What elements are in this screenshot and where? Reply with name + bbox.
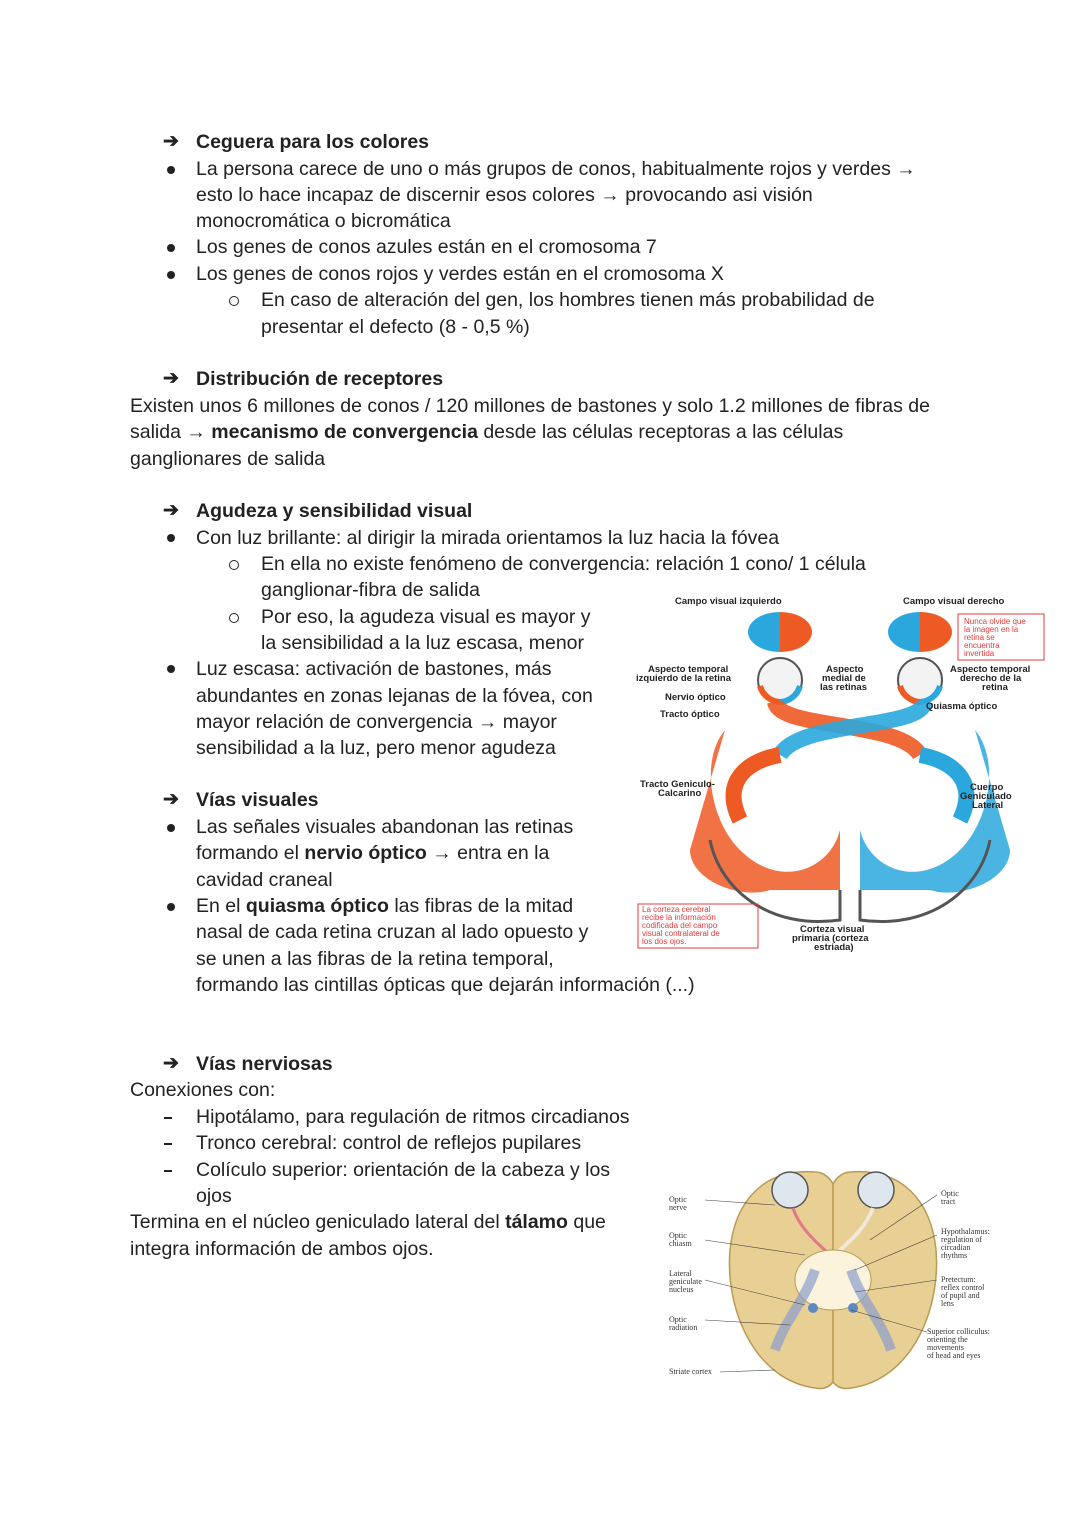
body-text: En ella no existe fenómeno de convergencia: relación 1 cono/ 1 célula <box>261 553 866 575</box>
section-heading: Ceguera para los colores <box>196 131 430 153</box>
body-text: Hipotálamo, para regulación de ritmos circadianos <box>196 1106 630 1128</box>
bullet <box>167 903 175 911</box>
body-text: ganglionares de salida <box>130 448 326 470</box>
bullet <box>167 665 175 673</box>
sub-bullet <box>229 296 239 306</box>
fig-label: Superior colliculus: <box>927 1327 990 1336</box>
bullet <box>167 824 175 832</box>
fig-label: Quiasma óptico <box>926 701 998 712</box>
fig-label: izquierdo de la retina <box>636 673 732 684</box>
left-eyeball <box>772 1172 808 1208</box>
body-text: salida → mecanismo de convergencia desde las células receptoras a las células <box>130 421 844 443</box>
heading-arrow: ➔ <box>163 1053 179 1074</box>
body-text: ojos <box>196 1185 232 1207</box>
body-text: En caso de alteración del gen, los hombres tienen más probabilidad de <box>261 289 875 311</box>
body-text: mayor relación de convergencia → mayor <box>196 711 557 733</box>
fig-label: Nervio óptico <box>665 692 726 703</box>
fig-label: las retinas <box>820 682 867 693</box>
note-text: Nunca olvide que <box>964 617 1026 626</box>
right-eyeball <box>858 1172 894 1208</box>
fig-label: nucleus <box>669 1285 694 1294</box>
fig-label: Hypothalamus: <box>941 1227 990 1236</box>
fig-label: geniculate <box>669 1277 702 1286</box>
dash-bullet <box>164 1143 172 1145</box>
sub-bullet <box>229 613 239 623</box>
body-text: formando el nervio óptico → entra en la <box>196 842 550 864</box>
note-text: invertida <box>964 649 995 658</box>
fig-label: nerve <box>669 1203 687 1212</box>
note-text: encuentra <box>964 641 1000 650</box>
fig-label: primaria (corteza <box>792 933 869 944</box>
fig-label: regulation of <box>941 1235 983 1244</box>
body-text: ganglionar-fibra de salida <box>261 579 480 601</box>
fig-label: reflex control <box>941 1283 985 1292</box>
fig-label: Corteza visual <box>800 924 865 935</box>
fig-label: radiation <box>669 1323 698 1332</box>
body-text: Las señales visuales abandonan las retinas <box>196 816 574 838</box>
fig-label: retina <box>982 682 1008 693</box>
fig-label: of head and eyes <box>927 1351 981 1360</box>
body-text: Los genes de conos azules están en el cromosoma 7 <box>196 236 657 258</box>
heading-arrow: ➔ <box>163 789 179 810</box>
note-text: la imagen en la <box>964 625 1019 634</box>
body-text: esto lo hace incapaz de discernir esos colores → provocando asi visión <box>196 184 813 206</box>
body-text: Existen unos 6 millones de conos / 120 millones de bastones y solo 1.2 millones de fibras de <box>130 395 930 417</box>
fig-label: tract <box>941 1197 956 1206</box>
fig-label: Striate cortex <box>669 1367 712 1376</box>
fig-label: medial de <box>822 673 866 684</box>
body-text: Colículo superior: orientación de la cabeza y los <box>196 1159 611 1181</box>
fig-label: Pretectum: <box>941 1275 976 1284</box>
body-text: nasal de cada retina cruzan al lado opuesto y <box>196 921 589 943</box>
sub-bullet <box>229 560 239 570</box>
note-text: recibe la información <box>642 913 716 922</box>
body-text: Luz escasa: activación de bastones, más <box>196 658 552 680</box>
fig-label: rhythms <box>941 1251 968 1260</box>
body-text: En el quiasma óptico las fibras de la mitad <box>196 895 574 917</box>
fig-label: derecho de la <box>960 673 1022 684</box>
body-text: Conexiones con: <box>130 1079 276 1101</box>
fig-label: Optic <box>669 1195 687 1204</box>
body-text: abundantes en zonas lejanas de la fóvea, con <box>196 685 593 707</box>
fig-label: Aspecto temporal <box>648 664 729 675</box>
fig-label: Campo visual derecho <box>903 596 1005 607</box>
fig-label: Geniculado <box>960 791 1012 802</box>
visual-pathway-diagram <box>630 590 1050 970</box>
fig-label: Optic <box>669 1315 687 1324</box>
body-text: formando las cintillas ópticas que dejarán información (...) <box>196 974 695 996</box>
section-heading: Vías nerviosas <box>196 1053 333 1075</box>
body-text: Termina en el núcleo geniculado lateral del tálamo que <box>130 1211 606 1233</box>
note-text: La corteza cerebral <box>642 905 711 914</box>
bullet <box>167 244 175 252</box>
fig-label: Optic <box>941 1189 959 1198</box>
section-heading: Distribución de receptores <box>196 368 444 390</box>
fig-label: Tracto Geniculo- <box>640 779 715 790</box>
dash-bullet <box>164 1170 172 1172</box>
fig-label: lens <box>941 1299 954 1308</box>
section-heading: Vías visuales <box>196 789 319 811</box>
fig-label: Campo visual izquierdo <box>675 596 782 607</box>
body-text: sensibilidad a la luz, pero menor agudeza <box>196 737 556 759</box>
note-text: retina se <box>964 633 995 642</box>
note-text: los dos ojos. <box>642 937 687 946</box>
brain-base-illustration <box>665 1160 1015 1400</box>
heading-arrow: ➔ <box>163 500 179 521</box>
fig-label: Tracto óptico <box>660 709 720 720</box>
right-visual-field <box>888 612 952 652</box>
bullet <box>167 534 175 542</box>
body-text: integra información de ambos ojos. <box>130 1238 434 1260</box>
fig-label: Cuerpo <box>970 782 1004 793</box>
body-text: La persona carece de uno o más grupos de conos, habitualmente rojos y verdes → <box>196 158 916 180</box>
body-text: cavidad craneal <box>196 869 333 891</box>
fig-label: Optic <box>669 1231 687 1240</box>
bullet <box>167 271 175 279</box>
body-text: presentar el defecto (8 - 0,5 %) <box>261 316 530 338</box>
fig-label: Aspecto <box>826 664 864 675</box>
bullet <box>167 166 175 174</box>
body-text: Con luz brillante: al dirigir la mirada orientamos la luz hacia la fóvea <box>196 527 780 549</box>
heading-arrow: ➔ <box>163 131 179 152</box>
left-visual-field <box>748 612 812 652</box>
note-text: visual contralateral de <box>642 929 720 938</box>
heading-arrow: ➔ <box>163 368 179 389</box>
fig-label: Calcarino <box>658 788 702 799</box>
body-text: Los genes de conos rojos y verdes están en el cromosoma X <box>196 263 724 285</box>
body-text: monocromática o bicromática <box>196 210 451 232</box>
note-text: codificada del campo <box>642 921 718 930</box>
section-heading: Agudeza y sensibilidad visual <box>196 500 473 522</box>
fig-label: orienting the <box>927 1335 968 1344</box>
fig-label: circadian <box>941 1243 971 1252</box>
fig-label: chiasm <box>669 1239 692 1248</box>
fig-label: Aspecto temporal <box>950 664 1031 675</box>
body-text: se unen a las fibras de la retina temporal, <box>196 948 554 970</box>
fig-label: estriada) <box>814 942 854 953</box>
dash-bullet <box>164 1117 172 1119</box>
body-text: la sensibilidad a la luz escasa, menor <box>261 632 585 654</box>
body-text: Por eso, la agudeza visual es mayor y <box>261 606 591 628</box>
fig-label: of pupil and <box>941 1291 980 1300</box>
body-text: Tronco cerebral: control de reflejos pupilares <box>196 1132 582 1154</box>
fig-label: Lateral <box>669 1269 692 1278</box>
fig-label: movements <box>927 1343 964 1352</box>
fig-label: Lateral <box>972 800 1004 811</box>
